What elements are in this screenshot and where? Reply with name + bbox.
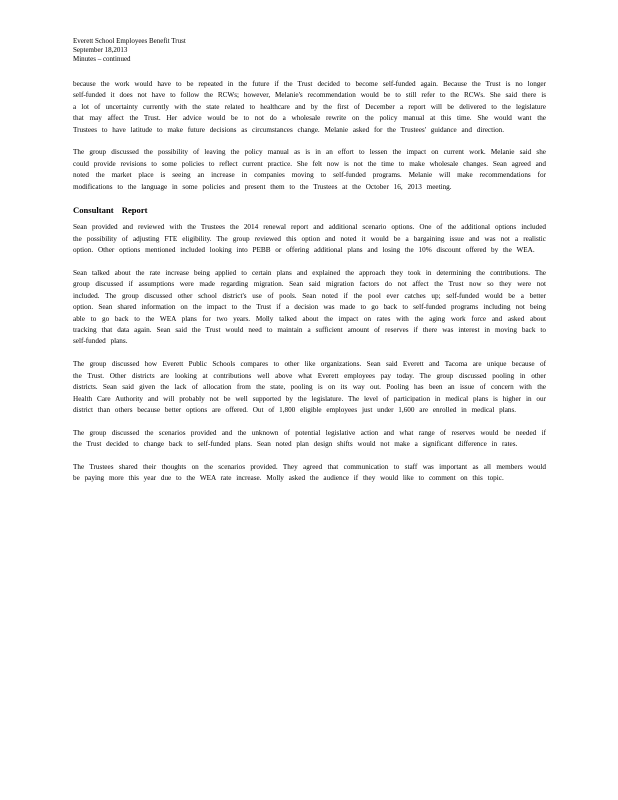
page-header bbox=[73, 37, 373, 64]
paragraph-policy-manual-discussion: The group discussed the possibility of leaving the policy manual as is in an effort to lessen the impact on current work. Melanie said she could provide revisions to some policies to reflect current practice. She felt now is not the time to make wholesale changes. Sean agreed and noted the market place is seeing an increase in companies moving to self-funded programs. Melanie will make recommendations for modifications to the language in some policies and present them to the Trustees at the October 16, 2013 meeting. bbox=[73, 148, 546, 191]
header-org-name: Everett School Employees Benefit Trust bbox=[73, 37, 186, 45]
header-minutes-label: Minutes – continued bbox=[73, 55, 131, 63]
paragraph-policy-manual-advice: because the work would have to be repeated in the future if the Trust decided to become self-funded again. Because the Trust is no longer self-funded it does not have to follow the RCWs; however, Melanie's recommendation would be to still refer to the RCWs. She said there is a lot of uncertainty currently with the state related to healthcare and by the first of December a report will be delivered to the legislature that may affect the Trust. Her advice would be to not do a wholesale rewrite on the policy manual at this time. She would want the Trustees to have latitude to make future decisions as circumstances change. Melanie asked for the Trustees' guidance and direction. bbox=[73, 80, 546, 134]
paragraph-trustee-thoughts: The Trustees shared their thoughts on the scenarios provided. They agreed that communication to staff was important as all members would be paying more this year due to the WEA rate increase. Molly asked the audience if they would like to comment on this topic. bbox=[73, 462, 546, 483]
section-heading-consultant-report: Consultant Report bbox=[73, 205, 148, 216]
document-body bbox=[73, 79, 546, 496]
paragraph-renewal-report: Sean provided and reviewed with the Trustees the 2014 renewal report and additional scenario options. One of the additional options included the possibility of adjusting FTE eligibility. The group reviewed this option and noted it would be a bargaining issue and was not a realistic option. Other options mentioned included looking into PEBB or offering additional plans and losing the 10% discount offered by the WEA. bbox=[73, 223, 546, 255]
header-meeting-date: September 18,2013 bbox=[73, 46, 128, 54]
paragraph-rate-increase: Sean talked about the rate increase being applied to certain plans and explained the approach they took in determining the contributions. The group discussed if assumptions were made regarding migration. Sean said migration factors do not affect the Trust now so they were not included. The group discussed other school district's use of pools. Sean noted if the pool ever catches up; self-funded would be a better option. Sean shared information on the impact to the Trust if a decision was made to go back to self-funded programs including not being able to go back to the WEA plans for two years. Molly talked about the impact on rates with the aging work force and asked about tracking that data again. Sean said the Trust would need to maintain a sufficient amount of reserves if there was interest in moving back to self-funded plans. bbox=[73, 269, 546, 346]
paragraph-district-comparison: The group discussed how Everett Public Schools compares to other like organizations. Sean said Everett and Tacoma are unique because of the Trust. Other districts are looking at contributions well above what Everett employees pay today. The group discussed pooling in other districts. Sean said given the lack of allocation from the state, pooling is on its way out. Pooling has been an issue of concern with the Health Care Authority and will probably not be well supported by the legislature. The level of participation in medical plans is higher in our district than others because better options are offered. Out of 1,800 eligible employees just under 1,600 are enrolled in medical plans. bbox=[73, 360, 546, 414]
paragraph-scenarios-reserves: The group discussed the scenarios provided and the unknown of potential legislative action and what range of reserves would be needed if the Trust decided to change back to self-funded plans. Sean noted plan design shifts would not make a significant difference in rates. bbox=[73, 428, 546, 449]
